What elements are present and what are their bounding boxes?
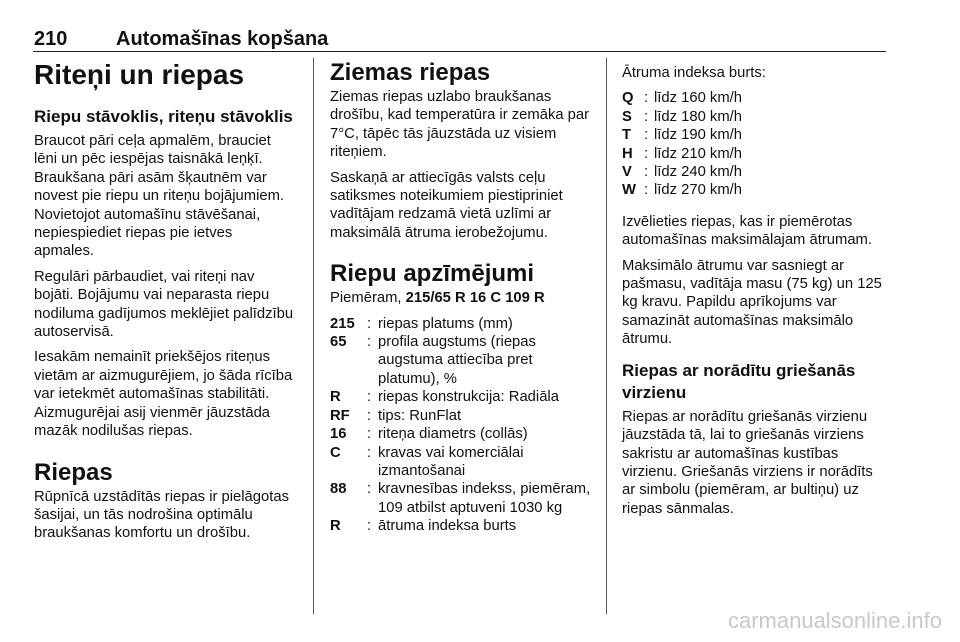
section-title-tyre-designations: Riepu apzīmējumi [330,260,535,288]
designation-list [330,315,595,536]
header-rule [33,51,886,52]
designation-row: 65 : profila augstums (riepas augstuma attiecība pret platumu), % [330,334,536,387]
example-line: Piemēram, 215/65 R 16 C 109 R [330,290,545,307]
column-2 [330,58,595,542]
speed-index-row: W : līdz 270 km/h [622,182,743,199]
designation-row: RF : tips: RunFlat [330,407,462,424]
paragraph: Maksimālo ātrumu var sasniegt ar pašmasu, vadītāja masu (75 kg) un 125 kg kravu. Papildu aprīkojums var samazināt automašīnas maksimālo ātrumu. [622,257,882,348]
paragraph: Izvēlieties riepas, kas ir piemērotas automašīnas maksimālajam ātrumam. [622,213,872,249]
designation-row: R : riepas konstrukcija: Radiāla [330,389,559,406]
column-divider-2 [606,58,607,614]
speed-index-row: V : līdz 240 km/h [622,164,743,181]
section-title-wheels-tyres: Riteņi un riepas [34,59,245,90]
designation-row: 16 : riteņa diametrs (collās) [330,426,528,443]
speed-index-list [622,89,890,199]
paragraph: Ziemas riepas uzlabo braukšanas drošību, kad temperatūra ir zemāka par 7°C, tāpēc tās jāuzstāda uz visiem riteņiem. [330,89,590,161]
paragraph: Saskaņā ar attiecīgās valsts ceļu satiksmes noteikumiem piestipriniet vadītājam redzamā vietā uzlīmi ar maksimālā ātruma ierobežojumu. [330,169,563,241]
example-code: 215/65 R 16 C 109 R [405,290,545,307]
paragraph: Regulāri pārbaudiet, vai riteņi nav bojāti. Bojājumu vai neparasta riepu nodiluma gadījumos meklējiet palīdzību autoservisā. [34,268,294,341]
watermark: carmanualsonline.info [727,608,942,633]
column-divider-1 [313,58,314,614]
paragraph: Iesakām nemainīt priekšējos riteņus vietām ar aizmugurējiem, jo šāda rīcība var ietekmēt automašīnas stabilitāti. Aizmugurējai asij vienmēr jāuzstāda mazāk nodilušas riepas. [34,349,293,440]
speed-index-row: T : līdz 190 km/h [622,127,743,144]
speed-index-title: Ātruma indeksa burts: [622,65,766,81]
subsection-title-tyre-condition: Riepu stāvoklis, riteņu stāvoklis [34,107,293,126]
page-number: 210 [34,28,68,50]
column-1 [34,58,296,550]
chapter-title: Automašīnas kopšana [116,28,329,50]
speed-index-row: H : līdz 210 km/h [622,145,743,162]
paragraph: Braucot pāri ceļa apmalēm, brauciet lēni un pēc iespējas taisnākā leņķī. Braukšana pāri asām šķautnēm var novest pie riepu un riteņu bojājumiem. Novietojot automašīnu stāvēšanai, nepiespiediet riepas pie ietves apmales. [34,133,285,260]
section-title-winter-tyres: Ziemas riepas [330,59,491,86]
designation-row: C : kravas vai komerciālai izmantošanai [330,444,524,479]
subsection-title-directional-tyres: Riepas ar norādītu griešanās virzienu [622,360,856,402]
section-title-tyres: Riepas [34,458,113,486]
designation-row: 215 : riepas platums (mm) [330,315,513,332]
speed-index-row: Q : līdz 160 km/h [622,90,743,107]
page-header [34,28,328,51]
designation-row: R : ātruma indeksa burts [330,518,517,535]
paragraph: Rūpnīcā uzstādītās riepas ir pielāgotas šasijai, un tās nodrošina optimālu braukšanas komfortu un drošību. [34,488,289,542]
paragraph: Riepas ar norādītu griešanās virzienu jāuzstāda tā, lai to griešanās virziens sakristu ar automašīnas kustības virzienu. Griešanās virziens ir norādīts ar simbolu (piemēram, ar bultiņu) uz riepas sānmalas. [622,408,873,517]
column-3 [622,58,890,525]
speed-index-row: S : līdz 180 km/h [622,108,743,125]
designation-row: 88 : kravnesības indekss, piemēram, 109 atbilst aptuveni 1030 kg [330,481,591,516]
